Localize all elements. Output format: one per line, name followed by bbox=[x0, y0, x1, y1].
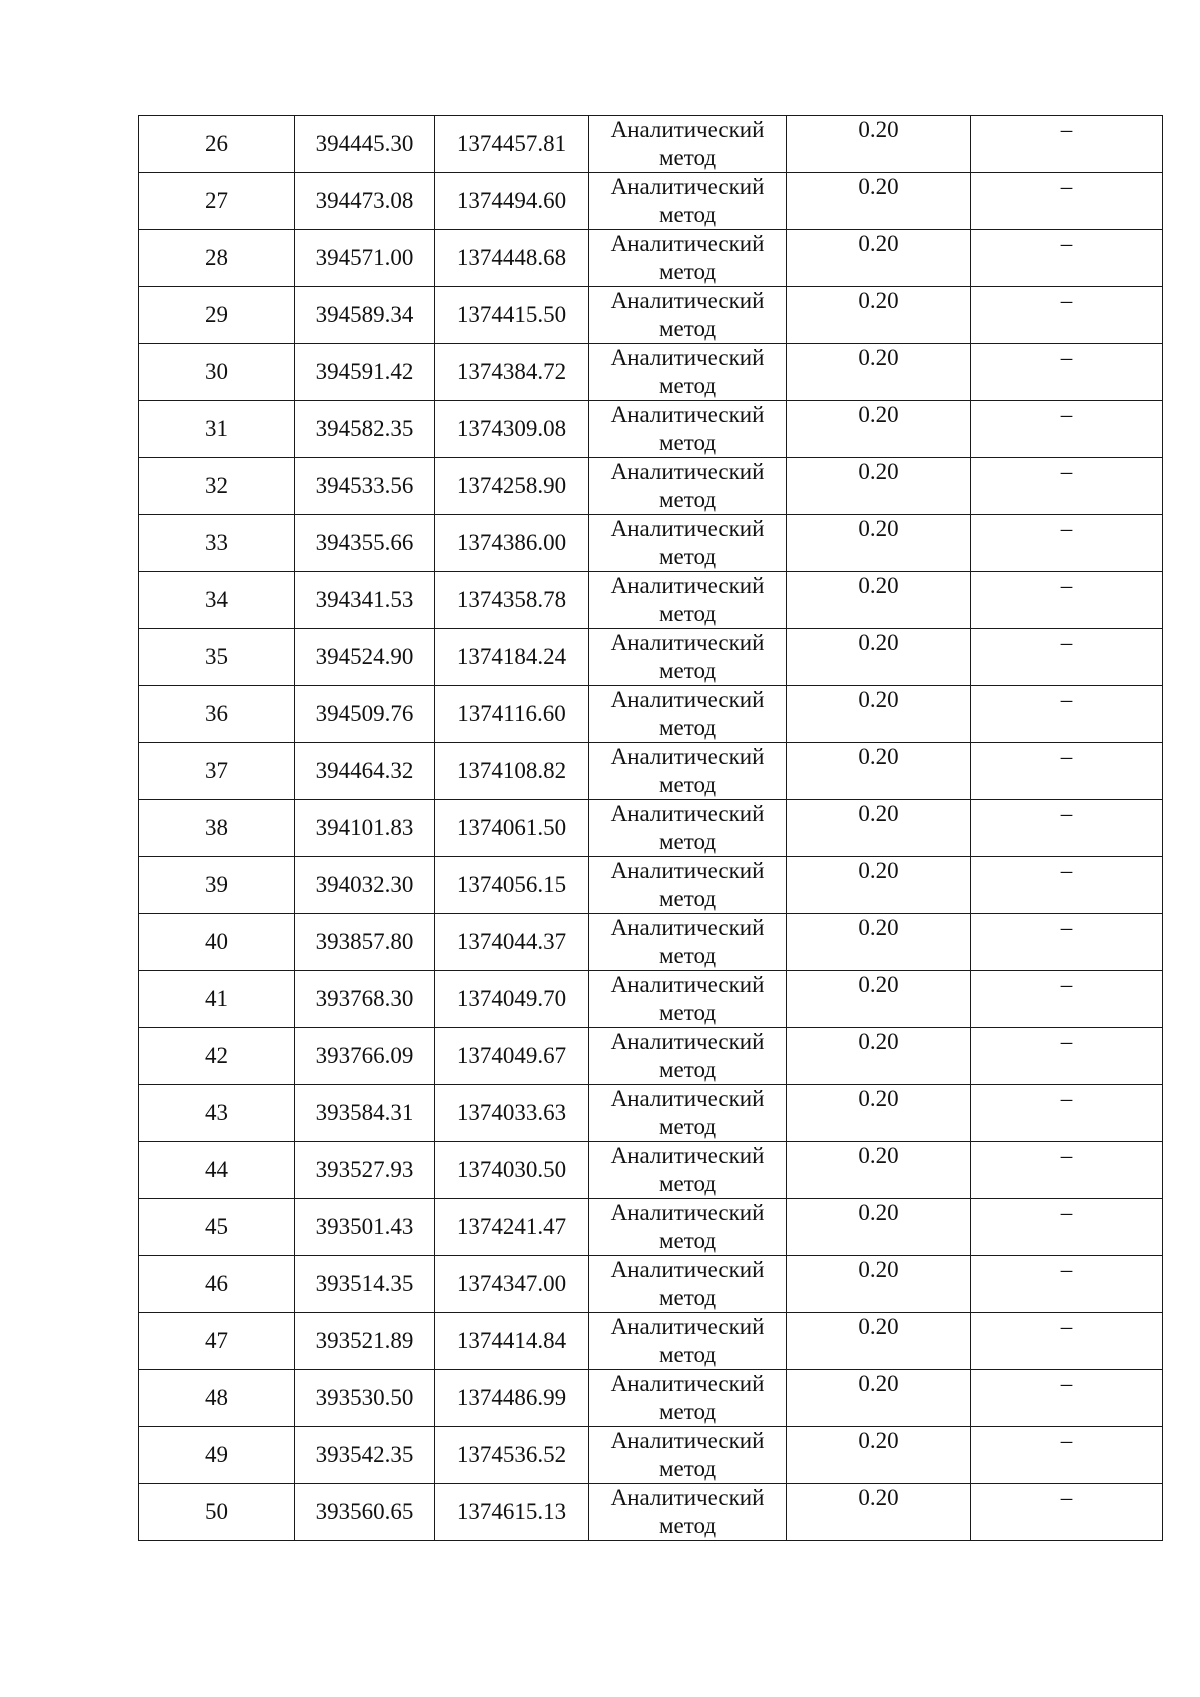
point-number-cell: 43 bbox=[139, 1085, 295, 1142]
point-number-cell: 45 bbox=[139, 1199, 295, 1256]
method-line-1: Аналитический bbox=[610, 972, 765, 997]
accuracy-cell: 0.20 bbox=[787, 458, 971, 515]
y-coordinate-cell: 1374049.70 bbox=[435, 971, 589, 1028]
method-cell bbox=[589, 116, 787, 173]
method-line-2: метод bbox=[658, 1057, 717, 1082]
x-coordinate-cell: 393766.09 bbox=[295, 1028, 435, 1085]
y-coordinate-cell: 1374347.00 bbox=[435, 1256, 589, 1313]
method-cell bbox=[589, 1199, 787, 1256]
method-line-1: Аналитический bbox=[610, 1086, 765, 1111]
note-cell: – bbox=[971, 686, 1163, 743]
table-row bbox=[139, 1370, 1163, 1427]
point-number-cell: 31 bbox=[139, 401, 295, 458]
method-line-1: Аналитический bbox=[610, 1200, 765, 1225]
x-coordinate-cell: 394589.34 bbox=[295, 287, 435, 344]
method-line-1: Аналитический bbox=[610, 1257, 765, 1282]
y-coordinate-cell: 1374384.72 bbox=[435, 344, 589, 401]
method-line-2: метод bbox=[658, 1171, 717, 1196]
method-cell bbox=[589, 230, 787, 287]
method-line-2: метод bbox=[658, 487, 717, 512]
accuracy-cell: 0.20 bbox=[787, 344, 971, 401]
y-coordinate-cell: 1374049.67 bbox=[435, 1028, 589, 1085]
point-number-cell: 47 bbox=[139, 1313, 295, 1370]
method-line-1: Аналитический bbox=[610, 915, 765, 940]
point-number-cell: 44 bbox=[139, 1142, 295, 1199]
note-cell: – bbox=[971, 1313, 1163, 1370]
method-line-2: метод bbox=[658, 772, 717, 797]
y-coordinate-cell: 1374457.81 bbox=[435, 116, 589, 173]
point-number-cell: 36 bbox=[139, 686, 295, 743]
table-row bbox=[139, 116, 1163, 173]
method-line-1: Аналитический bbox=[610, 630, 765, 655]
accuracy-cell: 0.20 bbox=[787, 1370, 971, 1427]
note-cell: – bbox=[971, 914, 1163, 971]
table-row bbox=[139, 1427, 1163, 1484]
note-cell: – bbox=[971, 629, 1163, 686]
x-coordinate-cell: 394032.30 bbox=[295, 857, 435, 914]
method-line-1: Аналитический bbox=[610, 801, 765, 826]
point-number-cell: 34 bbox=[139, 572, 295, 629]
note-cell: – bbox=[971, 458, 1163, 515]
method-cell bbox=[589, 1427, 787, 1484]
x-coordinate-cell: 393768.30 bbox=[295, 971, 435, 1028]
y-coordinate-cell: 1374309.08 bbox=[435, 401, 589, 458]
table-row bbox=[139, 173, 1163, 230]
method-cell bbox=[589, 1313, 787, 1370]
y-coordinate-cell: 1374030.50 bbox=[435, 1142, 589, 1199]
table-row bbox=[139, 1484, 1163, 1541]
note-cell: – bbox=[971, 515, 1163, 572]
y-coordinate-cell: 1374108.82 bbox=[435, 743, 589, 800]
method-cell bbox=[589, 1085, 787, 1142]
table-row bbox=[139, 686, 1163, 743]
point-number-cell: 49 bbox=[139, 1427, 295, 1484]
note-cell: – bbox=[971, 1427, 1163, 1484]
note-cell: – bbox=[971, 800, 1163, 857]
method-line-2: метод bbox=[658, 259, 717, 284]
x-coordinate-cell: 394473.08 bbox=[295, 173, 435, 230]
accuracy-cell: 0.20 bbox=[787, 1085, 971, 1142]
accuracy-cell: 0.20 bbox=[787, 686, 971, 743]
point-number-cell: 26 bbox=[139, 116, 295, 173]
table-row bbox=[139, 800, 1163, 857]
accuracy-cell: 0.20 bbox=[787, 287, 971, 344]
point-number-cell: 37 bbox=[139, 743, 295, 800]
x-coordinate-cell: 393560.65 bbox=[295, 1484, 435, 1541]
accuracy-cell: 0.20 bbox=[787, 401, 971, 458]
method-line-2: метод bbox=[658, 1114, 717, 1139]
method-cell bbox=[589, 971, 787, 1028]
y-coordinate-cell: 1374386.00 bbox=[435, 515, 589, 572]
coordinates-table bbox=[138, 115, 1163, 1541]
accuracy-cell: 0.20 bbox=[787, 1199, 971, 1256]
table-row bbox=[139, 401, 1163, 458]
table-row bbox=[139, 458, 1163, 515]
note-cell: – bbox=[971, 173, 1163, 230]
method-line-1: Аналитический bbox=[610, 117, 765, 142]
method-line-1: Аналитический bbox=[610, 402, 765, 427]
method-line-1: Аналитический bbox=[610, 459, 765, 484]
table-row bbox=[139, 1028, 1163, 1085]
method-cell bbox=[589, 1256, 787, 1313]
accuracy-cell: 0.20 bbox=[787, 572, 971, 629]
point-number-cell: 40 bbox=[139, 914, 295, 971]
point-number-cell: 50 bbox=[139, 1484, 295, 1541]
note-cell: – bbox=[971, 1199, 1163, 1256]
point-number-cell: 29 bbox=[139, 287, 295, 344]
method-line-2: метод bbox=[658, 1399, 717, 1424]
method-line-1: Аналитический bbox=[610, 1314, 765, 1339]
method-cell bbox=[589, 515, 787, 572]
note-cell: – bbox=[971, 971, 1163, 1028]
point-number-cell: 39 bbox=[139, 857, 295, 914]
accuracy-cell: 0.20 bbox=[787, 857, 971, 914]
accuracy-cell: 0.20 bbox=[787, 1313, 971, 1370]
method-line-2: метод bbox=[658, 1228, 717, 1253]
method-cell bbox=[589, 686, 787, 743]
note-cell: – bbox=[971, 1256, 1163, 1313]
method-line-2: метод bbox=[658, 202, 717, 227]
method-line-2: метод bbox=[658, 886, 717, 911]
point-number-cell: 42 bbox=[139, 1028, 295, 1085]
method-line-2: метод bbox=[658, 658, 717, 683]
x-coordinate-cell: 394445.30 bbox=[295, 116, 435, 173]
accuracy-cell: 0.20 bbox=[787, 1142, 971, 1199]
point-number-cell: 33 bbox=[139, 515, 295, 572]
method-line-1: Аналитический bbox=[610, 1143, 765, 1168]
method-cell bbox=[589, 743, 787, 800]
method-cell bbox=[589, 1142, 787, 1199]
method-line-1: Аналитический bbox=[610, 1029, 765, 1054]
x-coordinate-cell: 393542.35 bbox=[295, 1427, 435, 1484]
method-cell bbox=[589, 401, 787, 458]
method-cell bbox=[589, 1370, 787, 1427]
coordinates-table-body bbox=[139, 116, 1163, 1541]
method-cell bbox=[589, 800, 787, 857]
method-line-1: Аналитический bbox=[610, 744, 765, 769]
point-number-cell: 46 bbox=[139, 1256, 295, 1313]
x-coordinate-cell: 394355.66 bbox=[295, 515, 435, 572]
method-line-1: Аналитический bbox=[610, 687, 765, 712]
table-row bbox=[139, 1313, 1163, 1370]
method-line-2: метод bbox=[658, 1342, 717, 1367]
method-cell bbox=[589, 287, 787, 344]
x-coordinate-cell: 394533.56 bbox=[295, 458, 435, 515]
x-coordinate-cell: 394464.32 bbox=[295, 743, 435, 800]
method-cell bbox=[589, 458, 787, 515]
point-number-cell: 27 bbox=[139, 173, 295, 230]
method-line-2: метод bbox=[658, 601, 717, 626]
y-coordinate-cell: 1374358.78 bbox=[435, 572, 589, 629]
y-coordinate-cell: 1374044.37 bbox=[435, 914, 589, 971]
method-line-2: метод bbox=[658, 1285, 717, 1310]
method-line-1: Аналитический bbox=[610, 516, 765, 541]
accuracy-cell: 0.20 bbox=[787, 1427, 971, 1484]
method-line-2: метод bbox=[658, 145, 717, 170]
x-coordinate-cell: 393514.35 bbox=[295, 1256, 435, 1313]
y-coordinate-cell: 1374486.99 bbox=[435, 1370, 589, 1427]
method-line-2: метод bbox=[658, 829, 717, 854]
note-cell: – bbox=[971, 287, 1163, 344]
note-cell: – bbox=[971, 230, 1163, 287]
table-row bbox=[139, 287, 1163, 344]
x-coordinate-cell: 393584.31 bbox=[295, 1085, 435, 1142]
method-line-1: Аналитический bbox=[610, 1371, 765, 1396]
note-cell: – bbox=[971, 344, 1163, 401]
x-coordinate-cell: 394509.76 bbox=[295, 686, 435, 743]
accuracy-cell: 0.20 bbox=[787, 629, 971, 686]
method-cell bbox=[589, 344, 787, 401]
x-coordinate-cell: 393530.50 bbox=[295, 1370, 435, 1427]
table-row bbox=[139, 1256, 1163, 1313]
y-coordinate-cell: 1374415.50 bbox=[435, 287, 589, 344]
method-cell bbox=[589, 914, 787, 971]
table-row bbox=[139, 515, 1163, 572]
method-line-2: метод bbox=[658, 544, 717, 569]
accuracy-cell: 0.20 bbox=[787, 116, 971, 173]
point-number-cell: 30 bbox=[139, 344, 295, 401]
y-coordinate-cell: 1374536.52 bbox=[435, 1427, 589, 1484]
accuracy-cell: 0.20 bbox=[787, 1028, 971, 1085]
table-row bbox=[139, 344, 1163, 401]
method-line-2: метод bbox=[658, 715, 717, 740]
method-line-2: метод bbox=[658, 430, 717, 455]
method-line-1: Аналитический bbox=[610, 573, 765, 598]
table-row bbox=[139, 572, 1163, 629]
method-cell bbox=[589, 629, 787, 686]
point-number-cell: 38 bbox=[139, 800, 295, 857]
table-row bbox=[139, 914, 1163, 971]
accuracy-cell: 0.20 bbox=[787, 1256, 971, 1313]
y-coordinate-cell: 1374061.50 bbox=[435, 800, 589, 857]
x-coordinate-cell: 394101.83 bbox=[295, 800, 435, 857]
x-coordinate-cell: 393521.89 bbox=[295, 1313, 435, 1370]
accuracy-cell: 0.20 bbox=[787, 230, 971, 287]
x-coordinate-cell: 394341.53 bbox=[295, 572, 435, 629]
y-coordinate-cell: 1374184.24 bbox=[435, 629, 589, 686]
note-cell: – bbox=[971, 857, 1163, 914]
table-row bbox=[139, 1142, 1163, 1199]
method-line-2: метод bbox=[658, 943, 717, 968]
note-cell: – bbox=[971, 1370, 1163, 1427]
method-line-2: метод bbox=[658, 373, 717, 398]
method-cell bbox=[589, 1484, 787, 1541]
method-line-1: Аналитический bbox=[610, 231, 765, 256]
y-coordinate-cell: 1374615.13 bbox=[435, 1484, 589, 1541]
method-line-1: Аналитический bbox=[610, 288, 765, 313]
x-coordinate-cell: 393857.80 bbox=[295, 914, 435, 971]
accuracy-cell: 0.20 bbox=[787, 800, 971, 857]
method-line-1: Аналитический bbox=[610, 345, 765, 370]
x-coordinate-cell: 394591.42 bbox=[295, 344, 435, 401]
table-row bbox=[139, 971, 1163, 1028]
accuracy-cell: 0.20 bbox=[787, 173, 971, 230]
table-row bbox=[139, 629, 1163, 686]
x-coordinate-cell: 393527.93 bbox=[295, 1142, 435, 1199]
method-line-2: метод bbox=[658, 1513, 717, 1538]
point-number-cell: 28 bbox=[139, 230, 295, 287]
point-number-cell: 48 bbox=[139, 1370, 295, 1427]
method-line-2: метод bbox=[658, 1000, 717, 1025]
table-row bbox=[139, 1085, 1163, 1142]
accuracy-cell: 0.20 bbox=[787, 1484, 971, 1541]
y-coordinate-cell: 1374241.47 bbox=[435, 1199, 589, 1256]
table-row bbox=[139, 230, 1163, 287]
y-coordinate-cell: 1374116.60 bbox=[435, 686, 589, 743]
note-cell: – bbox=[971, 116, 1163, 173]
note-cell: – bbox=[971, 1085, 1163, 1142]
method-line-1: Аналитический bbox=[610, 1428, 765, 1453]
y-coordinate-cell: 1374056.15 bbox=[435, 857, 589, 914]
table-row bbox=[139, 1199, 1163, 1256]
y-coordinate-cell: 1374258.90 bbox=[435, 458, 589, 515]
table-row bbox=[139, 743, 1163, 800]
accuracy-cell: 0.20 bbox=[787, 743, 971, 800]
y-coordinate-cell: 1374033.63 bbox=[435, 1085, 589, 1142]
note-cell: – bbox=[971, 1028, 1163, 1085]
method-line-1: Аналитический bbox=[610, 1485, 765, 1510]
y-coordinate-cell: 1374448.68 bbox=[435, 230, 589, 287]
x-coordinate-cell: 394571.00 bbox=[295, 230, 435, 287]
accuracy-cell: 0.20 bbox=[787, 971, 971, 1028]
method-cell bbox=[589, 572, 787, 629]
method-cell bbox=[589, 857, 787, 914]
method-line-1: Аналитический bbox=[610, 174, 765, 199]
note-cell: – bbox=[971, 1484, 1163, 1541]
note-cell: – bbox=[971, 743, 1163, 800]
method-line-2: метод bbox=[658, 316, 717, 341]
table-row bbox=[139, 857, 1163, 914]
point-number-cell: 35 bbox=[139, 629, 295, 686]
point-number-cell: 41 bbox=[139, 971, 295, 1028]
y-coordinate-cell: 1374414.84 bbox=[435, 1313, 589, 1370]
method-cell bbox=[589, 1028, 787, 1085]
method-line-1: Аналитический bbox=[610, 858, 765, 883]
method-cell bbox=[589, 173, 787, 230]
note-cell: – bbox=[971, 572, 1163, 629]
accuracy-cell: 0.20 bbox=[787, 914, 971, 971]
note-cell: – bbox=[971, 1142, 1163, 1199]
x-coordinate-cell: 394582.35 bbox=[295, 401, 435, 458]
x-coordinate-cell: 394524.90 bbox=[295, 629, 435, 686]
accuracy-cell: 0.20 bbox=[787, 515, 971, 572]
y-coordinate-cell: 1374494.60 bbox=[435, 173, 589, 230]
note-cell: – bbox=[971, 401, 1163, 458]
point-number-cell: 32 bbox=[139, 458, 295, 515]
x-coordinate-cell: 393501.43 bbox=[295, 1199, 435, 1256]
method-line-2: метод bbox=[658, 1456, 717, 1481]
